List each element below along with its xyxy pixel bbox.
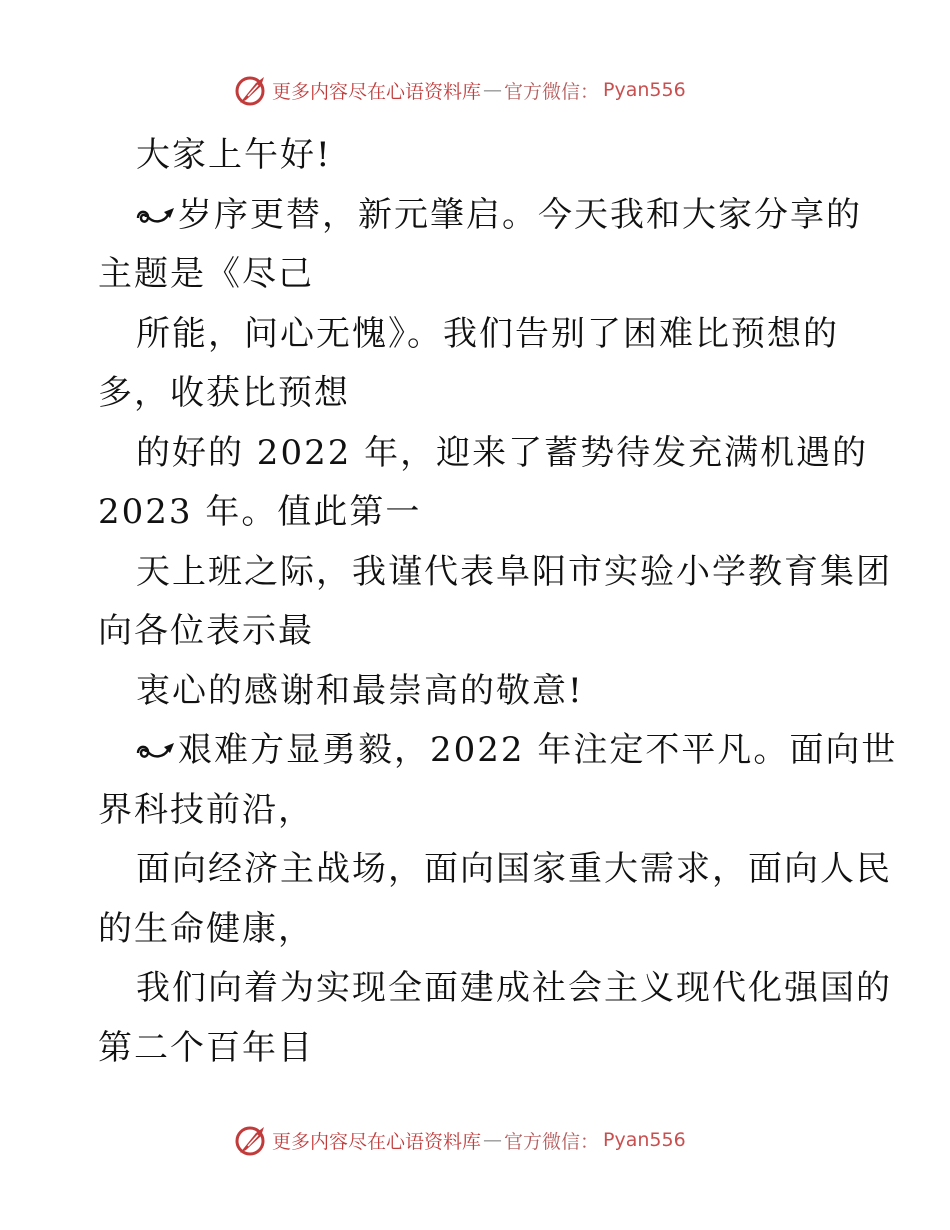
swirl-bullet-icon: [136, 741, 176, 763]
paragraph-line: 多，收获比预想: [98, 373, 350, 413]
paragraph-line: 的生命健康，: [98, 908, 314, 949]
watermark-text: 更多内容尽在心语资料库: [272, 1130, 482, 1153]
paragraph-line: 我们向着为实现全面建成社会主义现代化强国的: [136, 968, 892, 1008]
paragraph-text: 艰难方显勇毅，2022 年注定不平凡。面向世: [178, 730, 898, 770]
paragraph-text: 岁序更替，新元肇启。今天我和大家分享的: [178, 194, 862, 235]
paragraph-line: 第二个百年目: [98, 1027, 314, 1068]
paragraph-line: 天上班之际，我谨代表阜阳市实验小学教育集团: [136, 551, 892, 592]
paragraph-line: 向各位表示最: [98, 611, 314, 651]
paragraph-line: [98, 186, 862, 246]
swirl-bullet-icon: [136, 206, 176, 228]
paragraph-line: 衷心的感谢和最崇高的敬意!: [136, 670, 584, 711]
paragraph-line: 2023 年。值此第一: [98, 492, 422, 532]
paragraph-line: 主题是《尽己: [98, 254, 314, 294]
paragraph-line: 的好的 2022 年，迎来了蓄势待发充满机遇的: [136, 432, 869, 473]
paragraph-line: 所能，问心无愧》。我们告别了困难比预想的: [136, 313, 839, 354]
watermark-label: 官方微信：: [504, 80, 600, 103]
watermark-wechat-id: Pyan556: [603, 1129, 686, 1151]
watermark-wechat-id: Pyan556: [603, 79, 686, 101]
document-body: [98, 126, 898, 1078]
watermark-text: 更多内容尽在心语资料库: [272, 80, 482, 103]
watermark-separator: —: [483, 79, 503, 101]
paragraph-line: [98, 721, 898, 781]
watermark-label: 官方微信：: [504, 1130, 600, 1153]
watermark-separator: —: [483, 1129, 503, 1151]
quill-logo-icon: [234, 1123, 268, 1157]
header-watermark: [234, 72, 686, 108]
paragraph-line: 界科技前沿，: [98, 789, 314, 830]
quill-logo-icon: [234, 73, 268, 107]
paragraph-line: 面向经济主战场，面向国家重大需求，面向人民: [136, 849, 892, 889]
footer-watermark: [234, 1122, 686, 1158]
paragraph-line: 大家上午好!: [136, 135, 332, 175]
